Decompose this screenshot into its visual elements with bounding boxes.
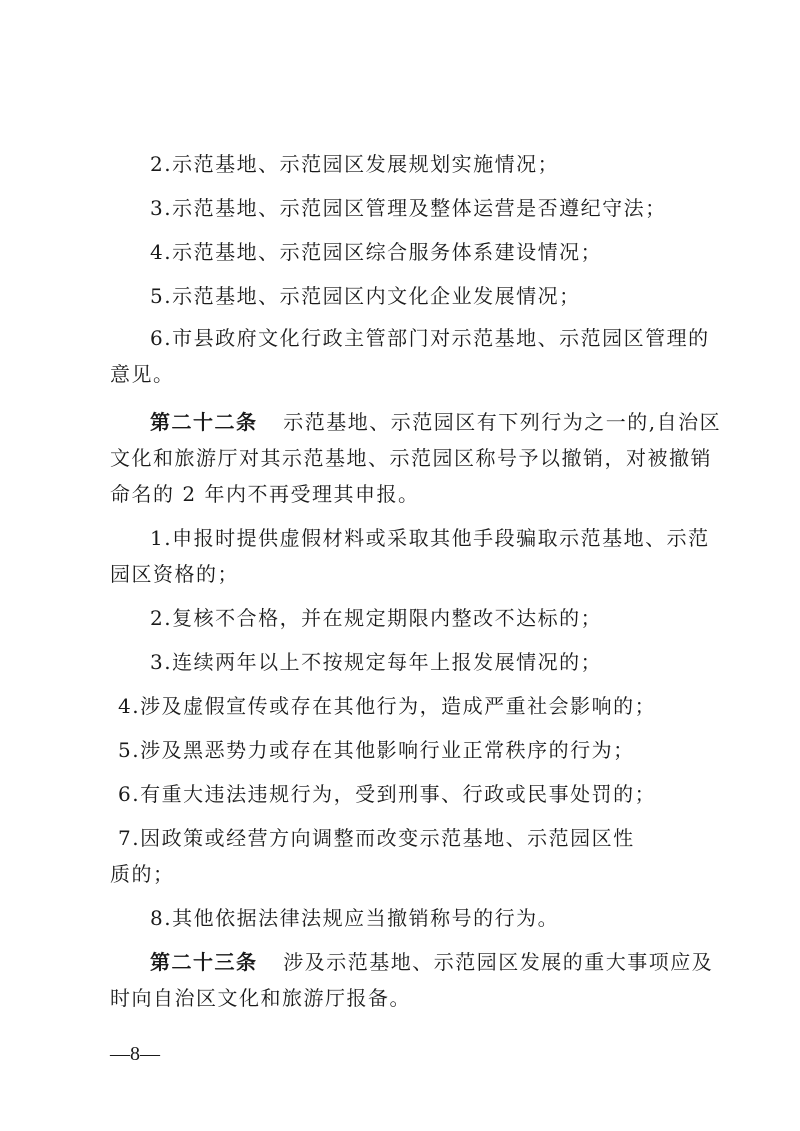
item-3: 3.连续两年以上不按规定每年上报发展情况的； [150,650,603,674]
article-23-text-2: 时向自治区文化和旅游厅报备。 [110,986,411,1010]
article-22-text-1: 示范基地、示范园区有下列行为之一的,自治区 [283,410,722,434]
article-23-heading: 第二十三条 [150,950,258,974]
item-1-continuation: 园区资格的； [110,562,239,586]
list-item-3: 3.示范基地、示范园区管理及整体运营是否遵纪守法； [150,196,667,220]
item-8: 8.其他依据法律法规应当撤销称号的行为。 [150,906,560,930]
item-7-continuation: 质的； [110,862,175,886]
item-4: 4.涉及虚假宣传或存在其他行为，造成严重社会影响的； [118,694,657,718]
item-5: 5.涉及黑恶势力或存在其他影响行业正常秩序的行为； [118,738,635,762]
list-item-6-continuation: 意见。 [110,362,175,386]
item-2: 2.复核不合格，并在规定期限内整改不达标的； [150,606,603,630]
article-22-text-2: 文化和旅游厅对其示范基地、示范园区称号予以撤销，对被撤销 [110,446,712,470]
article-23-first-line [150,950,713,974]
item-6: 6.有重大违法违规行为，受到刑事、行政或民事处罚的； [118,782,657,806]
article-23-text-1: 涉及示范基地、示范园区发展的重大事项应及 [283,950,714,974]
list-item-6: 6.市县政府文化行政主管部门对示范基地、示范园区管理的 [150,326,710,350]
list-item-4: 4.示范基地、示范园区综合服务体系建设情况； [150,240,603,264]
article-22-heading: 第二十二条 [150,410,258,434]
item-1: 1.申报时提供虚假材料或采取其他手段骗取示范基地、示范 [150,526,710,550]
page-number: —8— [110,1043,160,1065]
list-item-2: 2.示范基地、示范园区发展规划实施情况； [150,152,560,176]
item-7: 7.因政策或经营方向调整而改变示范基地、示范园区性 [118,826,635,850]
article-22-text-3: 命名的 2 年内不再受理其申报。 [110,482,420,506]
article-22-first-line [150,410,721,434]
list-item-5: 5.示范基地、示范园区内文化企业发展情况； [150,284,581,308]
